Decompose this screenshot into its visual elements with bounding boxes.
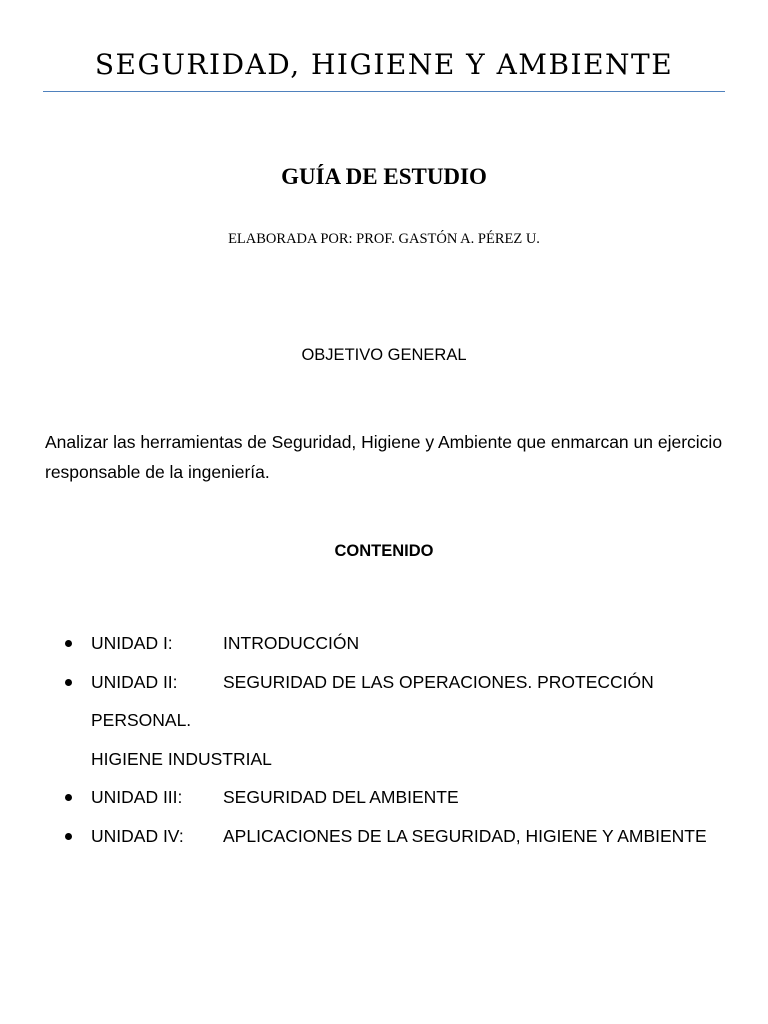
unit-name: UNIDAD III: — [91, 787, 183, 807]
bullet-icon — [65, 679, 72, 686]
unit-topic: APLICACIONES DE LA SEGURIDAD, HIGIENE Y AMBIENTE — [223, 825, 707, 846]
bullet-icon — [65, 794, 72, 801]
unit-topic: INTRODUCCIÓN — [223, 633, 360, 653]
list-item-unit-1 — [60, 624, 750, 663]
unit-topic: SEGURIDAD DE LAS OPERACIONES. PROTECCIÓN PERSONAL. — [91, 671, 654, 730]
bullet-icon — [65, 833, 72, 840]
document-title: SEGURIDAD, HIGIENE Y AMBIENTE — [94, 48, 674, 81]
unit-name: UNIDAD I: — [91, 633, 173, 653]
unit-name: UNIDAD IV: — [91, 825, 184, 846]
units-list — [60, 624, 750, 855]
unit-topic-continuation: HIGIENE INDUSTRIAL — [91, 748, 272, 769]
author-line: ELABORADA POR: PROF. GASTÓN A. PÉREZ U. — [228, 231, 540, 247]
unit-topic: SEGURIDAD DEL AMBIENTE — [223, 787, 459, 807]
list-item-unit-4 — [60, 817, 750, 856]
list-item-unit-2 — [60, 663, 750, 779]
unit-name: UNIDAD II: — [91, 671, 178, 692]
list-item-unit-3 — [60, 778, 750, 817]
title-underline — [43, 91, 725, 92]
guide-title: GUÍA DE ESTUDIO — [281, 164, 487, 189]
objective-heading: OBJETIVO GENERAL — [301, 346, 467, 364]
bullet-icon — [65, 640, 72, 647]
objective-text: Analizar las herramientas de Seguridad, Higiene y Ambiente que enmarcan un ejercicio responsable de la ingeniería. — [45, 432, 723, 482]
content-heading: CONTENIDO — [334, 542, 434, 560]
